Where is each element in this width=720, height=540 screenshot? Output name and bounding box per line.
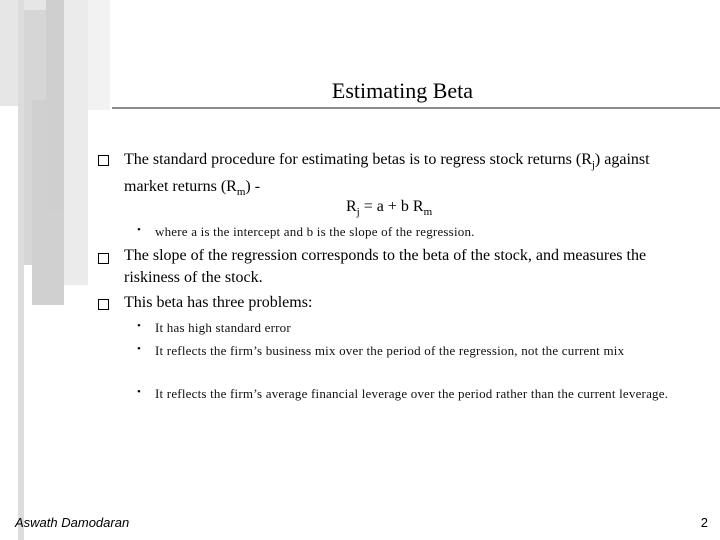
problem-3: It reflects the firm’s average financial leverage over the period rather than the current leverage. [155, 386, 669, 401]
round-bullet-icon: • [137, 320, 141, 332]
footer-author: Aswath Damodaran [15, 515, 130, 530]
bullet-1-text-c: ) - [245, 178, 261, 196]
formula-lhs: R [346, 198, 357, 215]
sub-bullet-where: where a is the intercept and b is the slope of the regression. [155, 224, 475, 239]
problem-2: It reflects the firm’s business mix over the period of the regression, not the current mix [155, 343, 625, 358]
slide-title: Estimating Beta [331, 78, 474, 103]
page-number: 2 [700, 515, 708, 530]
round-bullet-icon: • [137, 224, 141, 236]
round-bullet-icon: • [137, 386, 141, 398]
problem-1: It has high standard error [155, 320, 291, 335]
formula-rhs: = a + b R [359, 198, 424, 215]
bullet-1-text-b: ) against market returns (R [124, 151, 650, 196]
formula-rhs-sub: m [423, 206, 433, 219]
bullet-2: The slope of the regression corresponds to the beta of the stock, and measures the riskiness of the stock. [124, 247, 647, 286]
square-bullet-icon [98, 299, 109, 310]
square-bullet-icon [98, 155, 109, 166]
decor-bar-6 [64, 0, 88, 285]
bullet-1-sub-j: j [591, 159, 595, 172]
regression-formula [346, 198, 432, 218]
bullet-3: This beta has three problems: [124, 294, 313, 311]
bullet-1-text-a: The standard procedure for estimating betas is to regress stock returns (R [124, 151, 592, 168]
round-bullet-icon: • [137, 343, 141, 355]
formula-lhs-sub: j [356, 206, 360, 219]
bullet-1-sub-m: m [236, 186, 246, 199]
square-bullet-icon [98, 253, 109, 264]
bullet-1 [124, 149, 684, 203]
title-divider [112, 107, 720, 109]
